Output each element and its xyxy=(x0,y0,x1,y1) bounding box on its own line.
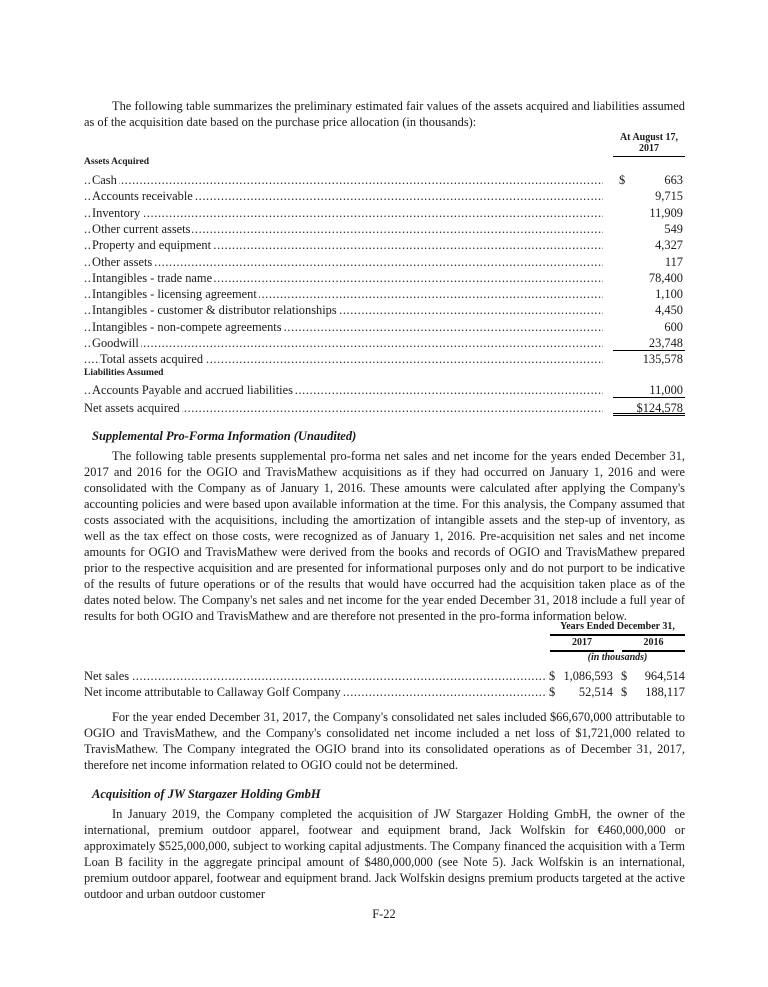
currency-symbol: $ xyxy=(549,685,556,699)
row-label: Intangibles - trade name xyxy=(92,270,213,285)
value-2017: 1,086,593 xyxy=(563,669,613,683)
proforma-table-header: Years Ended December 31, xyxy=(550,621,685,636)
currency-symbol xyxy=(619,319,632,335)
value-2016: 188,117 xyxy=(645,685,685,699)
currency-symbol: $ xyxy=(621,685,628,699)
row-label: Property and equipment xyxy=(92,238,212,253)
row-value: 1,100 xyxy=(655,287,683,302)
row-label: Other current assets xyxy=(92,221,191,236)
proforma-followup-paragraph: For the year ended December 31, 2017, the Company's consolidated net sales included $66,670,000 attributable to OGIO and TravisMathew, and the Company's consolidated net income included a net loss of $1,721,000 related to TravisMathew. The Company integrated the OGIO brand into its consolidated operations as of December 31, 2017, therefore net income information related to OGIO could not be determined. xyxy=(84,710,685,772)
year-2016-header: 2016 xyxy=(622,637,685,652)
allocation-column-header: At August 17, 2017 xyxy=(613,132,685,157)
asset-row xyxy=(84,302,685,318)
currency-symbol xyxy=(619,237,632,253)
value-2017: 52,514 xyxy=(578,685,613,699)
value-2016: 964,514 xyxy=(644,669,685,683)
row-value: 4,450 xyxy=(655,303,683,318)
row-value: 11,000 xyxy=(649,383,683,397)
intro-paragraph: The following table summarizes the preliminary estimated fair values of the assets acquired and liabilities assumed as of the acquisition date based on the purchase price allocation (in thousands): xyxy=(84,99,685,129)
asset-row xyxy=(84,335,685,351)
asset-row xyxy=(84,205,685,221)
row-value: 135,578 xyxy=(642,352,683,366)
currency-symbol xyxy=(619,254,632,270)
year-2017-header: 2017 xyxy=(550,637,614,652)
currency-symbol: $ xyxy=(621,669,628,683)
liabilities-assumed-label: Liabilities Assumed xyxy=(84,368,164,378)
asset-row xyxy=(84,172,685,188)
row-value: 9,715 xyxy=(655,189,683,204)
jw-acquisition-paragraph: In January 2019, the Company completed the acquisition of JW Stargazer Holding GmbH, the owner of the international, premium outdoor apparel, footwear and equipment brand, Jack Wolfskin for €460,000,000 or approximately $525,000,000, subject to working capital adjustments. The Company financed the acquisition with a Term Loan B facility in the aggregate principal amount of $480,000,000 (see Note 5). Jack Wolfskin is an international, premium outdoor apparel, footwear and equipment brand. Jack Wolfskin designs premium products targeted at the active outdoor and urban outdoor customer xyxy=(84,807,685,901)
row-value: 23,748 xyxy=(648,336,683,350)
row-label: Net assets acquired xyxy=(84,401,180,415)
liabilities-row xyxy=(84,382,685,398)
row-value: 78,400 xyxy=(648,270,683,285)
row-label: Cash xyxy=(92,173,117,187)
asset-row xyxy=(84,254,685,270)
currency-symbol xyxy=(619,286,632,302)
row-label: Intangibles - non-compete agreements xyxy=(92,319,282,334)
net-sales-row xyxy=(84,668,685,684)
row-label: Intangibles - licensing agreement xyxy=(92,287,257,302)
row-value: 11,909 xyxy=(649,205,683,220)
currency-symbol xyxy=(619,205,632,221)
asset-row xyxy=(84,188,685,204)
proforma-heading: Supplemental Pro-Forma Information (Unaudited) xyxy=(92,429,357,443)
row-label: Intangibles - customer & distributor relationships xyxy=(92,303,337,318)
row-value: 4,327 xyxy=(655,238,683,253)
row-value: 600 xyxy=(664,319,683,334)
currency-symbol xyxy=(619,188,632,204)
currency-symbol xyxy=(619,335,632,350)
row-label: Inventory xyxy=(92,205,141,220)
unit-label: (in thousands) xyxy=(587,652,648,663)
proforma-paragraph: The following table presents supplemental pro-forma net sales and net income for the years ended December 31, 2017 and 2016 for the OGIO and TravisMathew acquisitions as if they had occurred on January 1, 2016 and were consolidated with the Company as of January 1, 2016. These amounts were calculated after applying the Company's accounting policies and were based upon available information at the time. For this analysis, the Company assumed that costs associated with the acquisitions, including the amortization of intangible assets and the step-up of inventory, as well as the tax effect on those costs, were recognized as of January 1, 2016. Pre-acquisition net sales and net income amounts for OGIO and TravisMathew were derived from the books and records of OGIO and TravisMathew prepared prior to the respective acquisition and are presented for informational purposes only and do not purport to be indicative of the results of future operations or of the results that would have occurred had the acquisition taken place as of the dates noted below. The Company's net sales and net income for the year ended December 31, 2018 include a full year of results for both OGIO and TravisMathew and are therefore not presented in the pro-forma information below. xyxy=(84,449,685,623)
row-value: $124,578 xyxy=(636,401,683,415)
asset-row xyxy=(84,237,685,253)
net-assets-row xyxy=(84,400,685,416)
row-label: Net sales xyxy=(84,669,130,683)
row-label: Net income attributable to Callaway Golf Company xyxy=(84,685,341,699)
page-number: F-22 xyxy=(372,907,396,921)
total-assets-row xyxy=(84,351,685,367)
currency-symbol: $ xyxy=(549,669,556,683)
row-label: Total assets acquired xyxy=(100,352,204,366)
asset-row xyxy=(84,270,685,286)
currency-symbol xyxy=(619,302,632,318)
currency-symbol xyxy=(619,270,632,286)
jw-acquisition-heading: Acquisition of JW Stargazer Holding GmbH xyxy=(92,787,321,801)
asset-row xyxy=(84,286,685,302)
row-value: 549 xyxy=(664,221,683,236)
net-income-row xyxy=(84,684,685,700)
asset-row xyxy=(84,221,685,237)
row-value: 663 xyxy=(664,173,683,187)
row-value: 117 xyxy=(664,254,683,269)
assets-acquired-label: Assets Acquired xyxy=(84,157,150,167)
currency-symbol xyxy=(619,221,632,237)
row-label: Accounts receivable xyxy=(92,189,193,204)
currency-symbol: $ xyxy=(619,173,626,187)
row-label: Other assets xyxy=(92,254,153,269)
asset-row xyxy=(84,319,685,335)
row-label: Goodwill xyxy=(92,336,139,350)
row-label: Accounts Payable and accrued liabilities xyxy=(92,383,293,397)
